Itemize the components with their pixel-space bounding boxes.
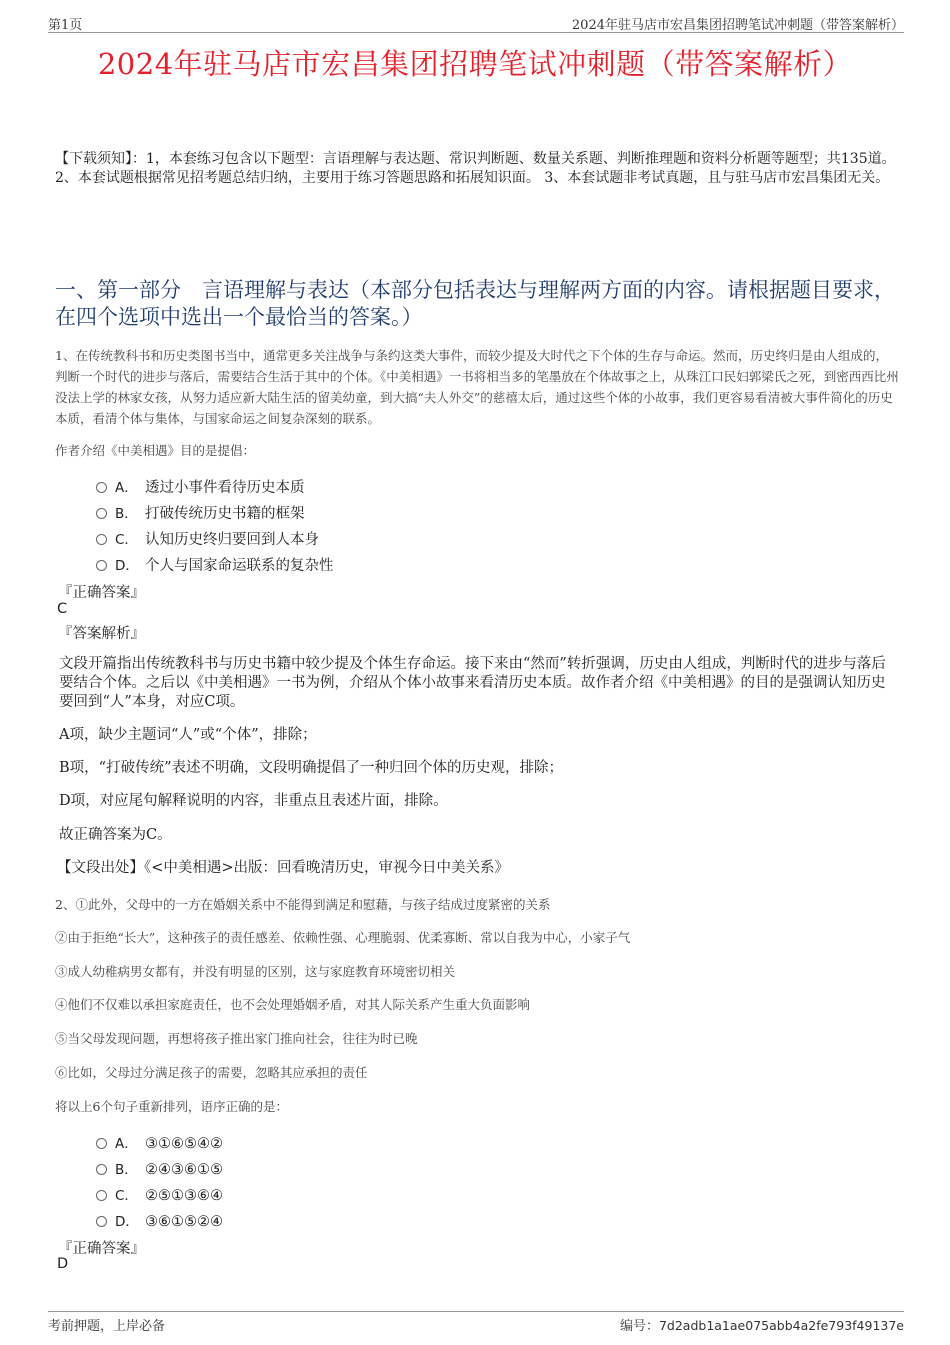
download-notice: 【下载须知】：1，本套练习包含以下题型：言语理解与表达题、常识判断题、数量关系题、判断推理题和资料分析题等题型；共135道。 2、本套试题根据常见招考题总结归纳，主要用于练习答题思路和拓展知识面。 3、本套试题非考试真题，且与驻马店市宏昌集团无关。 xyxy=(55,151,896,186)
document-title: 2024年驻马店市宏昌集团招聘笔试冲刺题（带答案解析） xyxy=(97,47,853,81)
q1-option-c[interactable]: C． 认知历史终归要回到人本身 xyxy=(96,528,319,548)
radio-icon[interactable] xyxy=(96,482,107,493)
page-footer xyxy=(48,1311,904,1334)
q2-option-a[interactable]: A． ③①⑥⑤④② xyxy=(96,1132,223,1152)
q2-answer-label: 『正确答案』 xyxy=(58,1241,145,1257)
page-header xyxy=(48,12,904,33)
q1-answer-label: 『正确答案』 xyxy=(58,585,145,601)
header-doc-title: 2024年驻马店市宏昌集团招聘笔试冲刺题（带答案解析） xyxy=(571,18,904,33)
q1-source: 【文段出处】《<中美相遇>出版：回看晚清历史，审视今日中美关系》 xyxy=(57,860,510,876)
q2-option-d[interactable]: D． ③⑥①⑤②④ xyxy=(96,1210,223,1230)
q1-option-a[interactable]: A． 透过小事件看待历史本质 xyxy=(96,476,305,496)
q2-option-b[interactable]: B． ②④③⑥①⑤ xyxy=(96,1158,223,1178)
q1-analysis-paragraph: 文段开篇指出传统教科书与历史书籍中较少提及个体生存命运。接下来由“然而”转折强调，历史由人组成，判断时代的进步与落后要结合个体。之后以《中美相遇》一书为例，介绍从个体小故事来看清历史本质。故作者介绍《中美相遇》的目的是强调认知历史要回到“人”本身，对应C项。 xyxy=(59,656,886,710)
radio-icon[interactable] xyxy=(96,508,107,519)
q1-analysis-b: B项，“打破传统”表述不明确，文段明确提倡了一种归回个体的历史观，排除； xyxy=(59,760,563,776)
q2-option-c[interactable]: C． ②⑤①③⑥④ xyxy=(96,1184,223,1204)
q1-option-b[interactable]: B． 打破传统历史书籍的框架 xyxy=(96,502,305,522)
section-heading: 一、第一部分 言语理解与表达（本部分包括表达与理解两方面的内容。请根据题目要求，在四个选项中选出一个最恰当的答案。） xyxy=(55,278,895,329)
q2-sentence-1: 2、①此外，父母中的一方在婚姻关系中不能得到满足和慰藉，与孩子结成过度紧密的关系 xyxy=(55,897,551,912)
q1-question: 作者介绍《中美相遇》目的是提倡： xyxy=(55,443,256,458)
q1-analysis-d: D项，对应尾句解释说明的内容，非重点且表述片面，排除。 xyxy=(59,793,448,809)
radio-icon[interactable] xyxy=(96,534,107,545)
q2-question: 将以上6个句子重新排列，语序正确的是： xyxy=(55,1099,288,1114)
q1-analysis-conclusion: 故正确答案为C。 xyxy=(59,827,172,843)
radio-icon[interactable] xyxy=(96,1190,107,1201)
q1-stem: 1、在传统教科书和历史类图书当中，通常更多关注战争与条约这类大事件，而较少提及大时代之下个体的生存与命运。然而，历史终归是由人组成的，判断一个时代的进步与落后，需要结合生活于其中的个体。《中美相遇》一书将相当多的笔墨放在个体故事之上，从珠江口民妇郭梁氏之死，到密西西比州没法上学的林家女孩，从努力适应新大陆生活的留美幼童，到大搞“夫人外交”的慈禧太后，通过这些个体的小故事，我们更容易看清被大事件简化的历史本质，看清个体与集体，与国家命运之间复杂深刻的联系。 xyxy=(55,348,899,426)
q2-sentence-5: ⑤当父母发现问题，再想将孩子推出家门推向社会，往往为时已晚 xyxy=(55,1031,418,1046)
q1-answer: C xyxy=(57,601,68,617)
q2-sentence-4: ④他们不仅难以承担家庭责任，也不会处理婚姻矛盾，对其人际关系产生重大负面影响 xyxy=(55,997,531,1012)
q1-analysis-label: 『答案解析』 xyxy=(58,626,145,642)
footer-code: 编号：7d2adb1a1ae075abb4a2fe793f49137e xyxy=(619,1318,904,1334)
q2-sentence-6: ⑥比如，父母过分满足孩子的需要，忽略其应承担的责任 xyxy=(55,1065,368,1080)
footer-slogan: 考前押题，上岸必备 xyxy=(48,1319,166,1334)
q2-answer: D xyxy=(57,1256,69,1272)
radio-icon[interactable] xyxy=(96,1216,107,1227)
q1-option-d[interactable]: D． 个人与国家命运联系的复杂性 xyxy=(96,554,334,574)
radio-icon[interactable] xyxy=(96,1138,107,1149)
q1-analysis-a: A项，缺少主题词“人”或“个体”，排除； xyxy=(59,727,317,743)
q2-sentence-2: ②由于拒绝“长大”，这种孩子的责任感差、依赖性强、心理脆弱、优柔寡断、常以自我为中心，小家子气 xyxy=(55,930,631,945)
radio-icon[interactable] xyxy=(96,560,107,571)
q2-sentence-3: ③成人幼稚病男女都有，并没有明显的区别，这与家庭教育环境密切相关 xyxy=(55,964,456,979)
radio-icon[interactable] xyxy=(96,1164,107,1175)
page-number: 第1页 xyxy=(48,18,83,33)
